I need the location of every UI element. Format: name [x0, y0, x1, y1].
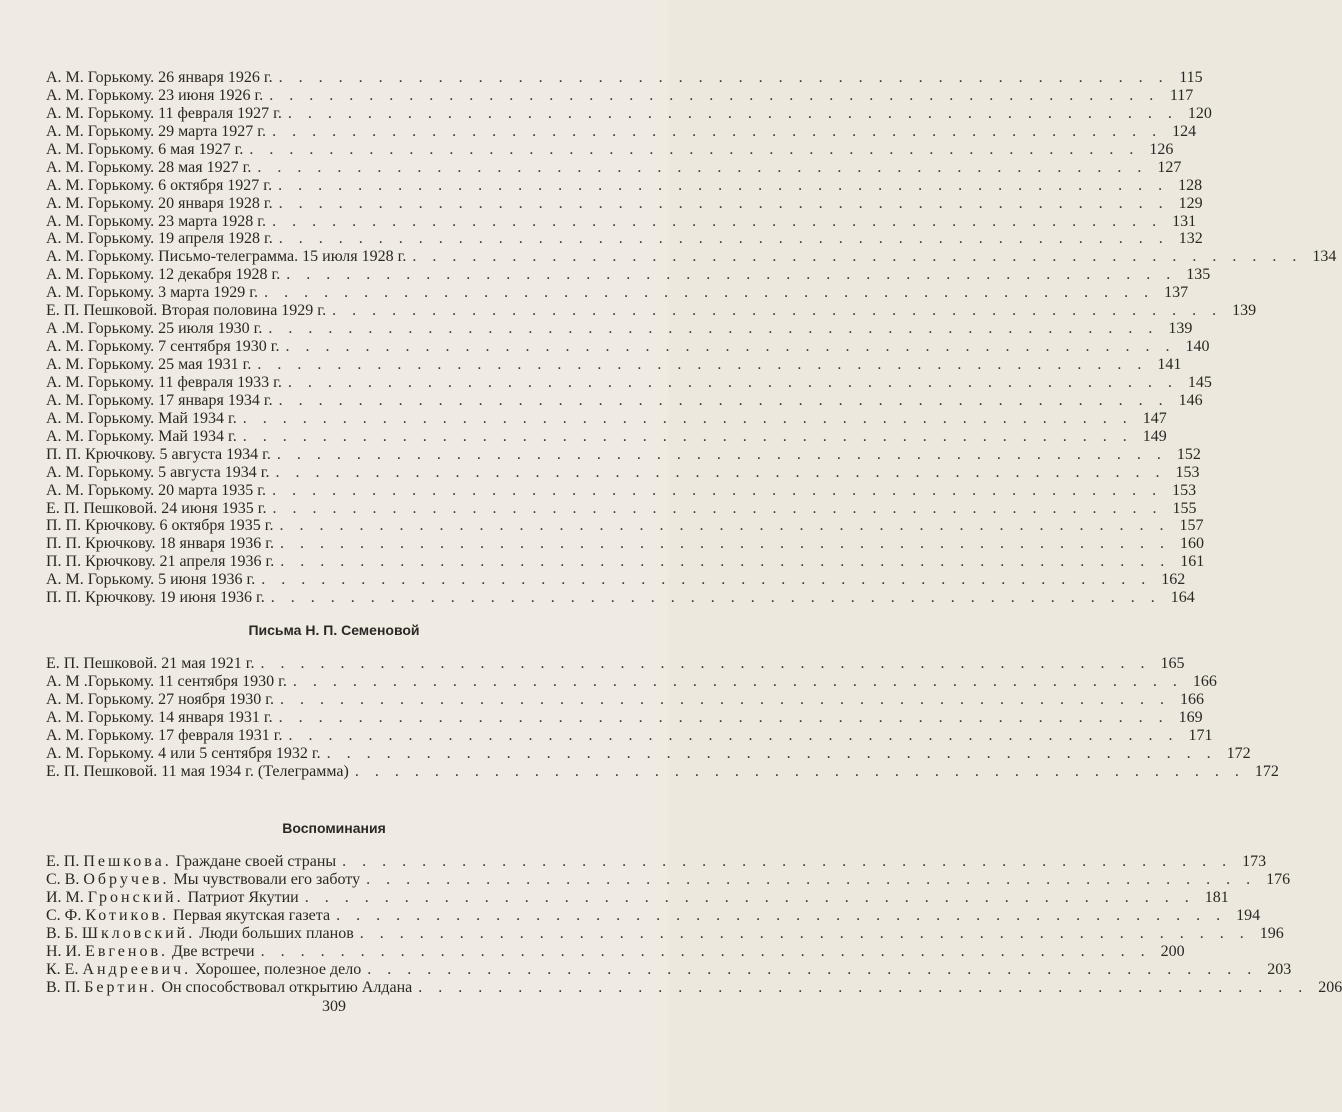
section-heading-semenova: Письма Н. П. Семеновой	[248, 622, 420, 638]
toc-entry	[46, 194, 1203, 213]
toc-entry-title	[46, 853, 336, 871]
toc-entry-page: 169	[1178, 708, 1203, 726]
toc-entry	[46, 726, 1213, 745]
toc-entry-title: А. М. Горькому. 11 февраля 1933 г.	[46, 373, 282, 391]
toc-entry	[46, 320, 1193, 338]
author-initials: К. Е.	[46, 960, 79, 978]
toc-entry-title: А. М. Горькому. 29 марта 1927 г.	[46, 122, 267, 140]
toc-entry-title: А. М. Горькому. 6 мая 1927 г.	[46, 140, 244, 158]
dot-leader: . . . . . . . . . . . . . . . . . . . . . . . . . . . . . . . . . . . . . . . . . . . . .	[269, 86, 1160, 104]
toc-entry-title: Е. П. Пешковой. Вторая половина 1929 г.	[46, 302, 327, 320]
toc-entry-page: 200	[1160, 942, 1185, 960]
dot-leader: . . . . . . . . . . . . . . . . . . . . . . . . . . . . . . . . . . . . . . . . . . . . .	[275, 463, 1166, 481]
toc-entry	[46, 655, 1185, 673]
toc-entry-title: А. М. Горькому. 27 ноября 1930 г.	[46, 690, 274, 708]
toc-entry-page: 126	[1149, 140, 1174, 158]
toc-entry-title: А. М. Горькому. 6 октября 1927 г.	[46, 176, 273, 194]
memoir-title: Две встречи	[172, 942, 255, 960]
toc-entry-title: А. М. Горькому. 5 августа 1934 г.	[46, 463, 270, 481]
dot-leader: . . . . . . . . . . . . . . . . . . . . . . . . . . . . . . . . . . . . . . . . . . . . .	[242, 427, 1133, 445]
toc-entry	[46, 248, 1337, 266]
author-initials: Н. И.	[46, 942, 82, 960]
toc-entry	[46, 888, 1229, 907]
toc-entry	[46, 86, 1194, 105]
toc-entry	[46, 762, 1279, 781]
toc-entry-title: А. М. Горькому. 4 или 5 сентября 1932 г.	[46, 744, 321, 762]
toc-entry-page: 194	[1236, 906, 1261, 924]
toc-entry-title: А. М. Горькому. 23 марта 1928 г.	[46, 212, 267, 230]
author-surname: Андреевич.	[82, 960, 192, 978]
toc-entry-title: А .М. Горькому. 25 июля 1930 г.	[46, 320, 263, 338]
dot-leader: . . . . . . . . . . . . . . . . . . . . . . . . . . . . . . . . . . . . . . . . . . . . .	[359, 924, 1250, 942]
memoir-title: Люди больших планов	[199, 924, 354, 942]
toc-entry-page: 145	[1187, 373, 1212, 391]
toc-entry-title	[46, 961, 361, 979]
dot-leader: . . . . . . . . . . . . . . . . . . . . . . . . . . . . . . . . . . . . . . . . . . . . .	[287, 373, 1178, 391]
contents-section-memoirs	[46, 853, 1342, 997]
toc-entry	[46, 230, 1203, 248]
toc-entry-page: 152	[1176, 445, 1201, 463]
dot-leader: . . . . . . . . . . . . . . . . . . . . . . . . . . . . . . . . . . . . . . . . . . . . .	[264, 284, 1155, 302]
toc-entry-title: П. П. Крючкову. 18 января 1936 г.	[46, 535, 275, 553]
dot-leader: . . . . . . . . . . . . . . . . . . . . . . . . . . . . . . . . . . . . . . . . . . . . .	[276, 445, 1167, 463]
toc-entry	[46, 924, 1284, 943]
toc-entry-page: 196	[1259, 924, 1284, 942]
toc-entry-page: 172	[1254, 762, 1279, 780]
toc-entry	[46, 744, 1251, 763]
toc-entry-page: 164	[1170, 589, 1195, 607]
dot-leader: . . . . . . . . . . . . . . . . . . . . . . . . . . . . . . . . . . . . . . . . . . . . .	[268, 320, 1159, 338]
page-number: 309	[322, 998, 346, 1015]
toc-entry-page: 134	[1312, 248, 1337, 266]
dot-leader: . . . . . . . . . . . . . . . . . . . . . . . . . . . . . . . . . . . . . . . . . . . . .	[260, 942, 1151, 960]
toc-entry-page: 172	[1226, 744, 1251, 762]
author-surname: Шкловский.	[81, 924, 196, 942]
toc-entry-title	[46, 889, 299, 907]
dot-leader: . . . . . . . . . . . . . . . . . . . . . . . . . . . . . . . . . . . . . . . . . . . . .	[288, 726, 1179, 744]
author-surname: Бертин.	[84, 978, 158, 996]
toc-entry-title	[46, 925, 354, 943]
toc-entry	[46, 356, 1182, 374]
toc-entry-title: А. М. Горькому. 28 мая 1927 г.	[46, 158, 252, 176]
toc-entry-page: 203	[1267, 960, 1292, 978]
toc-entry-title: А. М. Горькому. Май 1934 г.	[46, 409, 237, 427]
memoir-title: Хорошее, полезное дело	[195, 960, 362, 978]
toc-entry-page: 127	[1157, 158, 1182, 176]
toc-entry	[46, 463, 1200, 482]
author-initials: Е. П.	[46, 853, 80, 870]
dot-leader: . . . . . . . . . . . . . . . . . . . . . . . . . . . . . . . . . . . . . . . . . . . . .	[280, 553, 1171, 571]
author-initials: В. Б.	[46, 924, 78, 942]
toc-entry-page: 120	[1187, 104, 1212, 122]
toc-entry-title: А. М. Горькому. 3 марта 1929 г.	[46, 284, 259, 302]
toc-entry-title: А. М. Горькому. 7 сентября 1930 г.	[46, 338, 280, 356]
toc-entry	[46, 69, 1203, 87]
toc-entry-title: А. М. Горькому. 17 февраля 1931 г.	[46, 726, 283, 744]
toc-entry-page: 206	[1318, 978, 1342, 996]
contents-section-letters-1	[46, 69, 1337, 607]
toc-entry-page: 117	[1169, 86, 1194, 104]
toc-entry-title: А. М. Горькому. 11 февраля 1927 г.	[46, 104, 282, 122]
toc-entry-title: А. М. Горькому. 14 января 1931 г.	[46, 708, 273, 726]
toc-entry-page: 176	[1266, 870, 1291, 888]
memoir-title: Патриот Якутии	[187, 888, 299, 906]
toc-entry	[46, 409, 1167, 428]
dot-leader: . . . . . . . . . . . . . . . . . . . . . . . . . . . . . . . . . . . . . . . . . . . . .	[278, 69, 1169, 86]
toc-entry-page: 146	[1178, 391, 1203, 409]
toc-entry-page: 155	[1172, 499, 1197, 517]
toc-entry-title: П. П. Крючкову. 6 октября 1935 г.	[46, 517, 274, 535]
author-initials: В. П.	[46, 978, 81, 996]
toc-entry	[46, 942, 1185, 961]
toc-entry-page: 139	[1232, 302, 1257, 320]
toc-entry-title	[46, 871, 360, 889]
dot-leader: . . . . . . . . . . . . . . . . . . . . . . . . . . . . . . . . . . . . . . . . . . . . .	[354, 762, 1245, 780]
toc-entry	[46, 140, 1174, 159]
toc-entry	[46, 302, 1257, 320]
dot-leader: . . . . . . . . . . . . . . . . . . . . . . . . . . . . . . . . . . . . . . . . . . . . .	[287, 104, 1178, 122]
toc-entry	[46, 517, 1204, 535]
dot-leader: . . . . . . . . . . . . . . . . . . . . . . . . . . . . . . . . . . . . . . . . . . . . .	[272, 499, 1163, 517]
dot-leader: . . . . . . . . . . . . . . . . . . . . . . . . . . . . . . . . . . . . . . . . . . . . .	[257, 356, 1148, 373]
toc-entry-page: 135	[1186, 266, 1211, 284]
dot-leader: . . . . . . . . . . . . . . . . . . . . . . . . . . . . . . . . . . . . . . . . . . . . .	[272, 481, 1163, 499]
toc-entry	[46, 427, 1167, 446]
section-heading-memoirs: Воспоминания	[282, 820, 386, 836]
toc-entry-page: 157	[1179, 517, 1204, 535]
toc-entry-page: 124	[1172, 122, 1197, 140]
dot-leader: . . . . . . . . . . . . . . . . . . . . . . . . . . . . . . . . . . . . . . . . . . . . .	[367, 960, 1258, 978]
toc-entry	[46, 499, 1197, 518]
contents-section-letters-semenova	[46, 655, 1279, 781]
dot-leader: . . . . . . . . . . . . . . . . . . . . . . . . . . . . . . . . . . . . . . . . . . . . .	[279, 690, 1170, 708]
dot-leader: . . . . . . . . . . . . . . . . . . . . . . . . . . . . . . . . . . . . . . . . . . . . .	[418, 978, 1309, 996]
memoir-title: Он способствовал открытию Алдана	[161, 978, 413, 996]
toc-entry	[46, 391, 1203, 410]
toc-entry	[46, 708, 1203, 727]
memoir-title: Мы чувствовали его заботу	[173, 870, 361, 888]
toc-entry-page: 171	[1188, 726, 1213, 744]
toc-entry	[46, 266, 1211, 284]
toc-entry-page: 149	[1142, 427, 1167, 445]
dot-leader: . . . . . . . . . . . . . . . . . . . . . . . . . . . . . . . . . . . . . . . . . . . . .	[260, 655, 1151, 672]
dot-leader: . . . . . . . . . . . . . . . . . . . . . . . . . . . . . . . . . . . . . . . . . . . . .	[257, 158, 1148, 176]
toc-entry-title: А. М. Горькому. 12 декабря 1928 г.	[46, 266, 281, 284]
toc-entry	[46, 553, 1205, 571]
toc-entry-page: 166	[1192, 672, 1217, 690]
toc-entry	[46, 176, 1203, 195]
dot-leader: . . . . . . . . . . . . . . . . . . . . . . . . . . . . . . . . . . . . . . . . . . . . .	[332, 302, 1223, 320]
toc-entry-title	[46, 943, 255, 961]
toc-entry	[46, 906, 1261, 925]
dot-leader: . . . . . . . . . . . . . . . . . . . . . . . . . . . . . . . . . . . . . . . . . . . . .	[249, 140, 1140, 158]
dot-leader: . . . . . . . . . . . . . . . . . . . . . . . . . . . . . . . . . . . . . . . . . . . . .	[278, 230, 1169, 248]
toc-entry-title	[46, 979, 412, 997]
toc-entry-page: 161	[1180, 553, 1205, 571]
author-surname: Обручев.	[83, 870, 170, 888]
toc-entry-title: А. М. Горькому. 26 января 1926 г.	[46, 69, 273, 86]
dot-leader: . . . . . . . . . . . . . . . . . . . . . . . . . . . . . . . . . . . . . . . . . . . . .	[304, 888, 1195, 906]
dot-leader: . . . . . . . . . . . . . . . . . . . . . . . . . . . . . . . . . . . . . . . . . . . . .	[366, 870, 1257, 888]
toc-entry-page: 137	[1164, 284, 1189, 302]
toc-entry-page: 153	[1175, 463, 1200, 481]
toc-entry-page: 128	[1178, 176, 1203, 194]
toc-entry	[46, 960, 1292, 979]
toc-entry	[46, 690, 1204, 709]
toc-entry	[46, 870, 1291, 889]
toc-entry-page: 140	[1185, 338, 1210, 356]
toc-entry-page: 147	[1142, 409, 1167, 427]
memoir-title: Первая якутская газета	[173, 906, 331, 924]
toc-entry-page: 165	[1160, 655, 1185, 672]
author-surname: Гронский.	[87, 888, 184, 906]
dot-leader: . . . . . . . . . . . . . . . . . . . . . . . . . . . . . . . . . . . . . . . . . . . . .	[278, 708, 1169, 726]
toc-entry-title: Е. П. Пешковой. 24 июня 1935 г.	[46, 499, 267, 517]
dot-leader: . . . . . . . . . . . . . . . . . . . . . . . . . . . . . . . . . . . . . . . . . . . . .	[278, 176, 1169, 194]
dot-leader: . . . . . . . . . . . . . . . . . . . . . . . . . . . . . . . . . . . . . . . . . . . . .	[272, 122, 1163, 140]
toc-entry-page: 129	[1178, 194, 1203, 212]
toc-entry	[46, 212, 1197, 231]
dot-leader: . . . . . . . . . . . . . . . . . . . . . . . . . . . . . . . . . . . . . . . . . . . . .	[286, 266, 1177, 284]
toc-entry-page: 139	[1168, 320, 1193, 338]
toc-entry-page: 162	[1161, 571, 1186, 589]
toc-entry-title: А. М. Горькому. 5 июня 1936 г.	[46, 571, 256, 589]
dot-leader: . . . . . . . . . . . . . . . . . . . . . . . . . . . . . . . . . . . . . . . . . . . . .	[292, 672, 1183, 690]
toc-entry-title: П. П. Крючкову. 19 июня 1936 г.	[46, 589, 265, 607]
dot-leader: . . . . . . . . . . . . . . . . . . . . . . . . . . . . . . . . . . . . . . . . . . . . .	[261, 571, 1152, 589]
toc-entry	[46, 672, 1217, 691]
toc-entry-title: А. М. Горькому. 20 марта 1935 г.	[46, 481, 267, 499]
toc-entry	[46, 481, 1197, 500]
toc-entry-title	[46, 907, 330, 925]
toc-entry	[46, 122, 1197, 141]
author-surname: Пешкова.	[83, 853, 172, 870]
toc-entry	[46, 373, 1212, 392]
toc-entry-title: А. М. Горькому. 17 января 1934 г.	[46, 391, 273, 409]
toc-entry	[46, 445, 1201, 464]
toc-entry	[46, 158, 1182, 177]
toc-entry-page: 153	[1172, 481, 1197, 499]
toc-entry-page: 141	[1157, 356, 1182, 373]
toc-entry-title: А. М. Горькому. Май 1934 г.	[46, 427, 237, 445]
toc-entry-title: П. П. Крючкову. 21 апреля 1936 г.	[46, 553, 275, 571]
dot-leader: . . . . . . . . . . . . . . . . . . . . . . . . . . . . . . . . . . . . . . . . . . . . .	[272, 212, 1163, 230]
toc-entry	[46, 104, 1212, 123]
toc-entry	[46, 589, 1195, 607]
dot-leader: . . . . . . . . . . . . . . . . . . . . . . . . . . . . . . . . . . . . . . . . . . . . .	[280, 535, 1171, 553]
author-surname: Евгенов.	[85, 942, 169, 960]
toc-entry-page: 181	[1204, 888, 1229, 906]
author-initials: И. М.	[46, 888, 84, 906]
toc-entry-page: 131	[1172, 212, 1197, 230]
dot-leader: . . . . . . . . . . . . . . . . . . . . . . . . . . . . . . . . . . . . . . . . . . . . .	[336, 906, 1227, 924]
dot-leader: . . . . . . . . . . . . . . . . . . . . . . . . . . . . . . . . . . . . . . . . . . . . .	[242, 409, 1133, 427]
author-initials: С. В.	[46, 870, 80, 888]
dot-leader: . . . . . . . . . . . . . . . . . . . . . . . . . . . . . . . . . . . . . . . . . . . . .	[342, 853, 1233, 870]
toc-entry	[46, 853, 1267, 871]
toc-entry	[46, 978, 1342, 997]
toc-entry	[46, 535, 1205, 553]
toc-entry	[46, 571, 1186, 589]
author-initials: С. Ф.	[46, 906, 82, 924]
dot-leader: . . . . . . . . . . . . . . . . . . . . . . . . . . . . . . . . . . . . . . . . . . . . .	[326, 744, 1217, 762]
dot-leader: . . . . . . . . . . . . . . . . . . . . . . . . . . . . . . . . . . . . . . . . . . . . .	[279, 517, 1170, 535]
dot-leader: . . . . . . . . . . . . . . . . . . . . . . . . . . . . . . . . . . . . . . . . . . . . .	[278, 391, 1169, 409]
toc-entry-title: А. М. Горькому. 19 апреля 1928 г.	[46, 230, 273, 248]
toc-entry-title: А. М. Горькому. 20 января 1928 г.	[46, 194, 273, 212]
author-surname: Котиков.	[85, 906, 170, 924]
toc-entry-page: 115	[1179, 69, 1203, 86]
dot-leader: . . . . . . . . . . . . . . . . . . . . . . . . . . . . . . . . . . . . . . . . . . . . .	[270, 589, 1161, 607]
dot-leader: . . . . . . . . . . . . . . . . . . . . . . . . . . . . . . . . . . . . . . . . . . . . .	[278, 194, 1169, 212]
toc-entry-title: А. М. Горькому. Письмо-телеграмма. 15 июля 1928 г.	[46, 248, 407, 266]
toc-entry	[46, 338, 1210, 356]
toc-entry-page: 132	[1178, 230, 1203, 248]
memoir-title: Граждане своей страны	[175, 853, 337, 870]
toc-entry	[46, 284, 1189, 302]
toc-entry-page: 166	[1179, 690, 1204, 708]
toc-entry-title: А. М. Горькому. 25 мая 1931 г.	[46, 356, 252, 373]
toc-entry-title: Е. П. Пешковой. 11 мая 1934 г. (Телеграмма)	[46, 762, 349, 780]
dot-leader: . . . . . . . . . . . . . . . . . . . . . . . . . . . . . . . . . . . . . . . . . . . . .	[412, 248, 1303, 266]
toc-entry-title: А. М. Горькому. 23 июня 1926 г.	[46, 86, 264, 104]
toc-entry-page: 173	[1242, 853, 1267, 870]
toc-entry-title: П. П. Крючкову. 5 августа 1934 г.	[46, 445, 271, 463]
toc-entry-title: А. М .Горькому. 11 сентября 1930 г.	[46, 672, 287, 690]
dot-leader: . . . . . . . . . . . . . . . . . . . . . . . . . . . . . . . . . . . . . . . . . . . . .	[285, 338, 1176, 356]
toc-entry-title: Е. П. Пешковой. 21 мая 1921 г.	[46, 655, 255, 672]
toc-entry-page: 160	[1180, 535, 1205, 553]
